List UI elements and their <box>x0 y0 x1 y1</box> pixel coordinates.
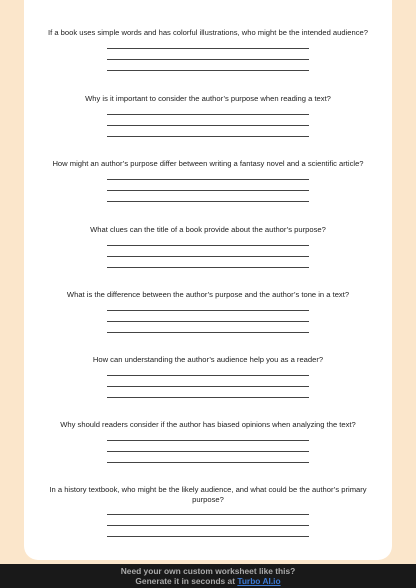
question-text: What is the difference between the author’s purpose and the author’s tone in a text? <box>66 290 350 299</box>
answer-line[interactable] <box>107 321 309 322</box>
promo-line-2-text: Generate it in seconds at <box>135 576 238 586</box>
question-text: Why is it important to consider the author’s purpose when reading a text? <box>85 94 331 103</box>
answer-line[interactable] <box>107 114 309 115</box>
answer-line[interactable] <box>107 451 309 452</box>
answer-line[interactable] <box>107 136 309 137</box>
question-text: In a history textbook, who might be the likely audience, and what could be the author’s primary purpose? <box>49 485 367 504</box>
answer-line[interactable] <box>107 375 309 376</box>
question-text: If a book uses simple words and has colorful illustrations, who might be the intended audience? <box>48 28 368 37</box>
answer-line[interactable] <box>107 256 309 257</box>
question-block <box>24 94 392 110</box>
answer-line[interactable] <box>107 267 309 268</box>
promo-line-2 <box>0 576 416 586</box>
question-block <box>24 485 392 510</box>
promo-footer <box>0 564 416 588</box>
answer-line[interactable] <box>107 201 309 202</box>
answer-line[interactable] <box>107 386 309 387</box>
answer-line[interactable] <box>107 462 309 463</box>
promo-line-1: Need your own custom worksheet like this? <box>120 566 296 576</box>
answer-line[interactable] <box>107 245 309 246</box>
question-text: How might an author’s purpose differ between writing a fantasy novel and a scientific article? <box>52 159 364 168</box>
question-block <box>24 290 392 306</box>
question-text: How can understanding the author’s audience help you as a reader? <box>92 355 324 364</box>
answer-line[interactable] <box>107 59 309 60</box>
answer-line[interactable] <box>107 397 309 398</box>
answer-line[interactable] <box>107 514 309 515</box>
answer-line[interactable] <box>107 332 309 333</box>
question-block <box>24 225 392 241</box>
brand-link[interactable]: Turbo AI.io <box>237 576 281 586</box>
question-block <box>24 420 392 436</box>
answer-line[interactable] <box>107 179 309 180</box>
question-text: Why should readers consider if the author has biased opinions when analyzing the text? <box>60 420 356 429</box>
answer-line[interactable] <box>107 190 309 191</box>
question-block <box>24 159 392 175</box>
answer-line[interactable] <box>107 440 309 441</box>
question-text: What clues can the title of a book provide about the author’s purpose? <box>90 225 326 234</box>
answer-line[interactable] <box>107 48 309 49</box>
answer-line[interactable] <box>107 525 309 526</box>
answer-line[interactable] <box>107 70 309 71</box>
worksheet-sheet <box>24 0 392 560</box>
answer-line[interactable] <box>107 536 309 537</box>
question-block <box>24 28 392 44</box>
question-block <box>24 355 392 371</box>
answer-line[interactable] <box>107 310 309 311</box>
answer-line[interactable] <box>107 125 309 126</box>
